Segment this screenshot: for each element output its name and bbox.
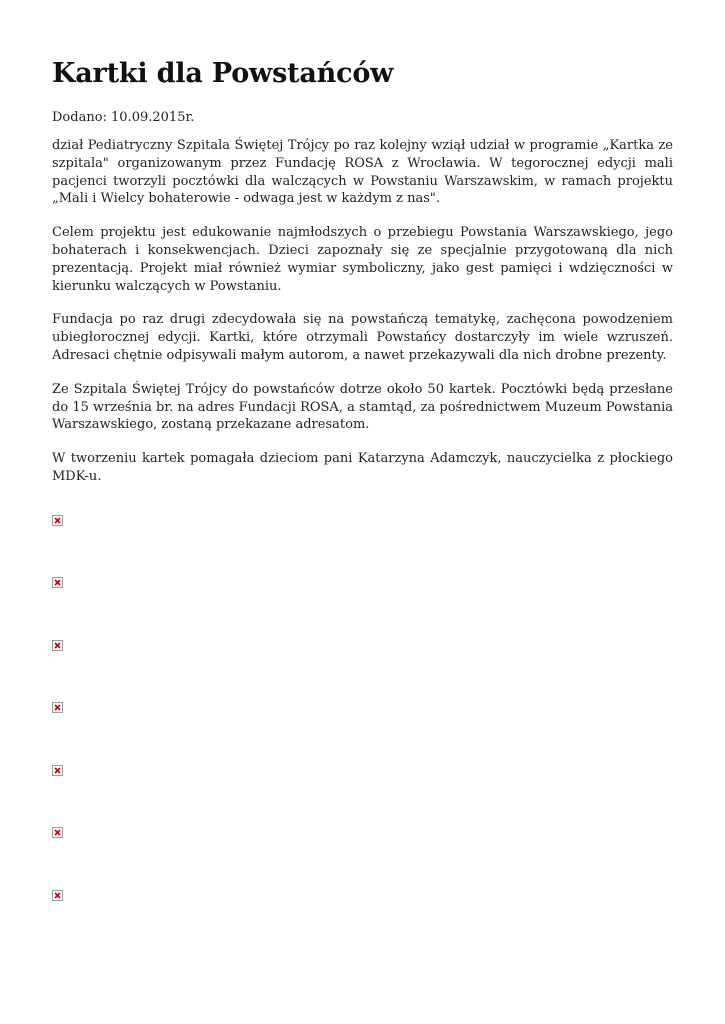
broken-image-icon[interactable] xyxy=(52,702,63,713)
broken-image-icon[interactable] xyxy=(52,577,63,588)
broken-image-icon[interactable] xyxy=(52,890,63,901)
broken-image-icon[interactable] xyxy=(52,515,63,526)
paragraph: W tworzeniu kartek pomagała dzieciom pani Katarzyna Adamczyk, nauczycielka z płockiego MDK-u. xyxy=(52,451,673,484)
broken-image-icon[interactable] xyxy=(52,765,63,776)
publish-date: Dodano: 10.09.2015r. xyxy=(52,110,195,125)
paragraph: Ze Szpitala Świętej Trójcy do powstańców dotrze około 50 kartek. Pocztówki będą przesłane do 15 września br. na adres Fundacji ROSA, a stamtąd, za pośrednictwem Muzeum Powstania Warszawskiego, zostaną przekazane adresatom. xyxy=(52,381,673,433)
broken-image-icon[interactable] xyxy=(52,640,63,651)
paragraph: Fundacja po raz drugi zdecydowała się na powstańczą tematykę, zachęcona powodzeniem ubiegłorocznej edycji. Kartki, które otrzymali Powstańcy dostarczyły im wiele wzruszeń. Adresaci chętnie odpisywali małym autorom, a nawet przekazywali dla nich drobne prezenty. xyxy=(52,312,673,363)
paragraph: dział Pediatryczny Szpitala Świętej Trójcy po raz kolejny wziął udział w programie „Kartka ze szpitala" organizowanym przez Fundację ROSA z Wrocławia. W tegorocznej edycji mali pacjenci tworzyli pocztówki dla walczących w Powstaniu Warszawskim, w ramach projektu „Mali i Wielcy bohaterowie - odwaga jest w każdym z nas". xyxy=(52,138,673,207)
article xyxy=(52,54,673,502)
broken-image-icon[interactable] xyxy=(52,827,63,838)
article-body xyxy=(52,137,673,486)
paragraph: Celem projektu jest edukowanie najmłodszych o przebiegu Powstania Warszawskiego, jego bohaterach i konsekwencjach. Dzieci zapoznały się ze specjalnie przygotowaną dla nich prezentacją. Projekt miał również wymiar symboliczny, jako gest pamięci i wdzięczności w kierunku walczących w Powstaniu. xyxy=(52,225,673,294)
page-title: Kartki dla Powstańców xyxy=(52,58,394,89)
